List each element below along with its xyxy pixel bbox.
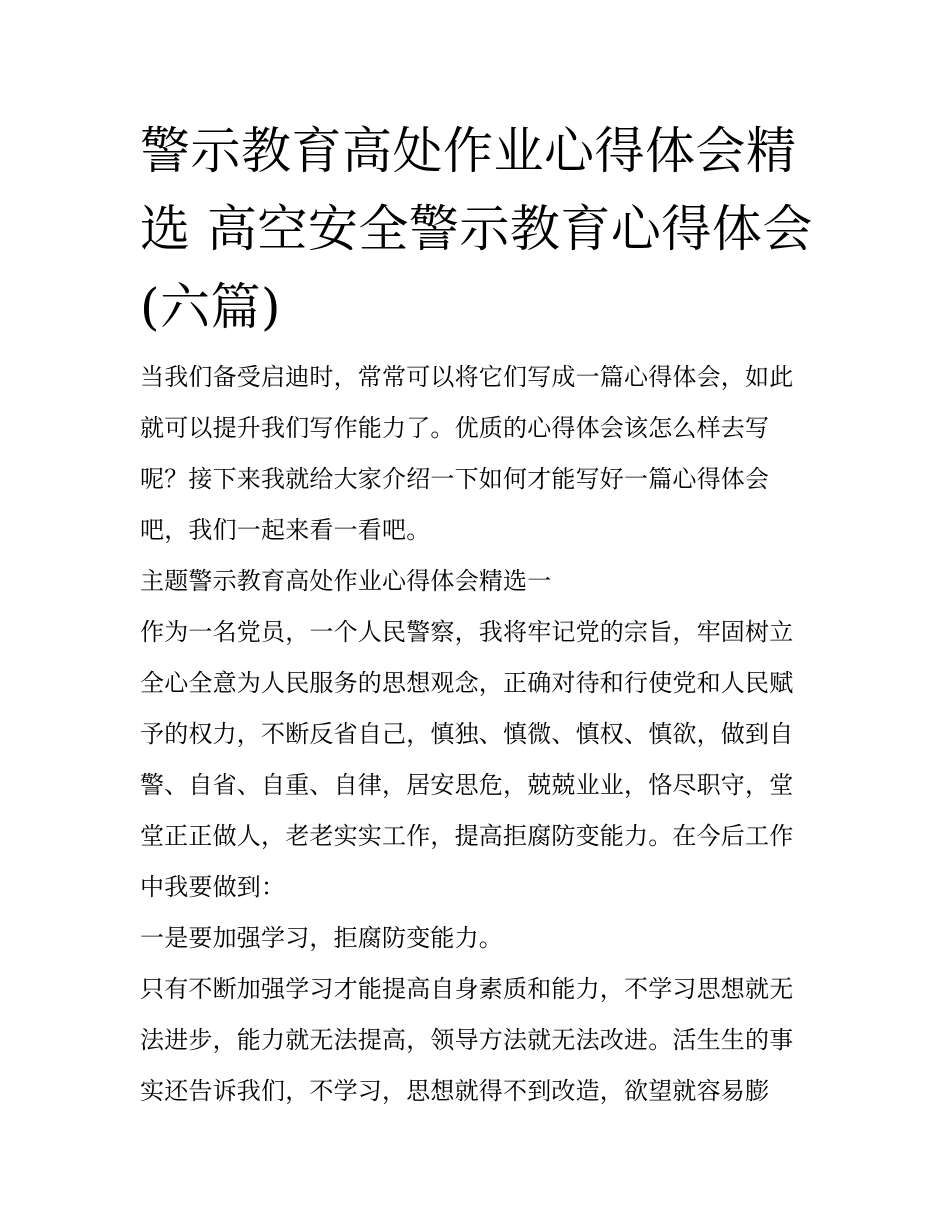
body-line: 呢？接下来我就给大家介绍一下如何才能写好一篇心得体会 [140, 465, 770, 493]
title-line: 警示教育高处作业心得体会精 [140, 122, 797, 180]
body-line: 予的权力，不断反省自己，慎独、慎微、慎权、慎欲，做到自 [140, 720, 794, 748]
body-line: 全心全意为人民服务的思想观念，正确对待和行使党和人民赋 [140, 669, 794, 697]
body-line: 法进步，能力就无法提高，领导方法就无法改进。活生生的事 [140, 1026, 794, 1054]
body-line: 中我要做到： [140, 873, 286, 901]
body-line: 堂正正做人，老老实实工作，提高拒腐防变能力。在今后工作 [140, 822, 794, 850]
section-heading: 主题警示教育高处作业心得体会精选一 [140, 567, 552, 595]
body-line: 吧，我们一起来看一看吧。 [140, 516, 431, 544]
body-line: 就可以提升我们写作能力了。优质的心得体会该怎么样去写 [140, 414, 770, 442]
body-line: 只有不断加强学习才能提高自身素质和能力，不学习思想就无 [140, 975, 794, 1003]
body-line: 作为一名党员，一个人民警察，我将牢记党的宗旨，牢固树立 [140, 618, 794, 646]
title-line: 选 高空安全警示教育心得体会 [140, 200, 813, 258]
body-line: 当我们备受启迪时，常常可以将它们写成一篇心得体会，如此 [140, 363, 794, 391]
title-line: (六篇) [140, 278, 282, 336]
body-line: 实还告诉我们，不学习，思想就得不到改造，欲望就容易膨 [140, 1077, 770, 1105]
document-body [140, 352, 820, 1117]
body-line: 警、自省、自重、自律，居安思危，兢兢业业，恪尽职守，堂 [140, 771, 794, 799]
document-title [140, 112, 820, 346]
subheading: 一是要加强学习，拒腐防变能力。 [140, 924, 503, 952]
